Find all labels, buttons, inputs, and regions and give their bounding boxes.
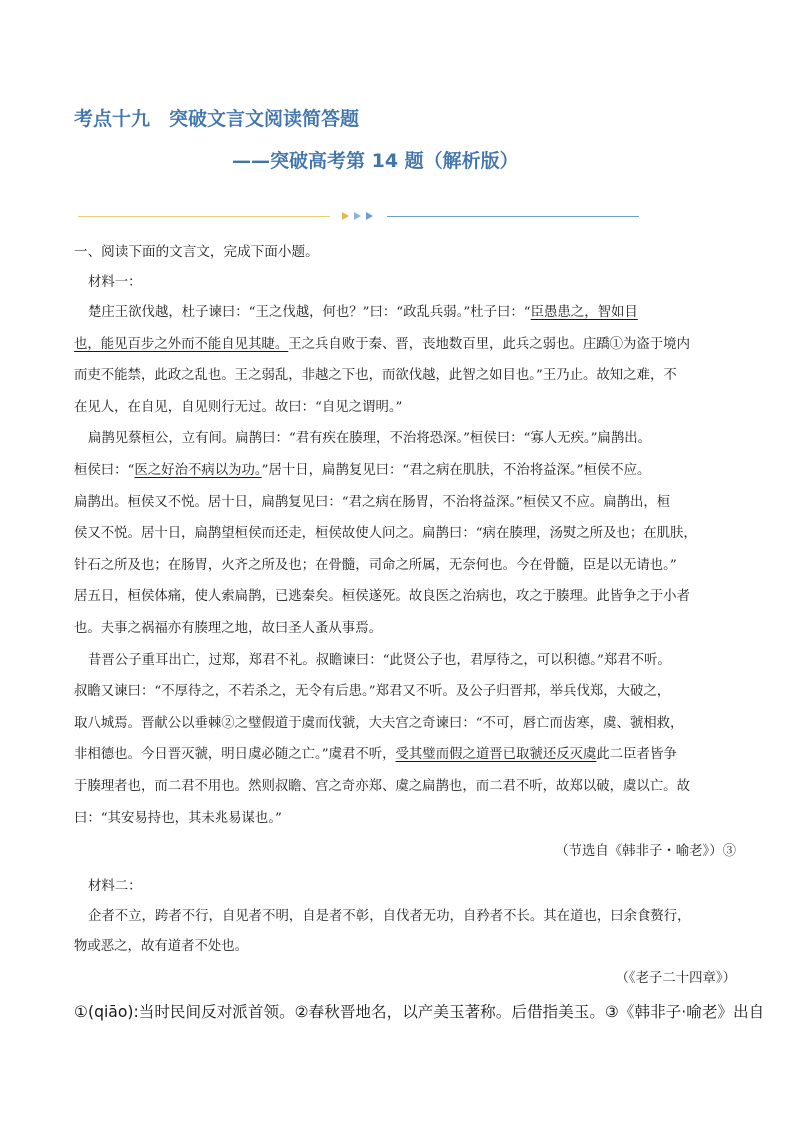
material-one-line xyxy=(88,652,671,670)
material-one-line xyxy=(74,778,690,796)
text-segment: 在见人，在自见，自见则行无过。故曰：“自见之谓明。” xyxy=(74,400,403,415)
text-segment: 而吏不能禁，此政之乱也。王之弱乱，非越之下也，而欲伐越，此智之如目也。”王乃止。故知之难，不 xyxy=(74,368,677,383)
page-subtitle: ——突破高考第 14 题（解析版） xyxy=(232,150,519,172)
material-one-line xyxy=(88,304,638,322)
material-two-line: 物或恶之，故有道者不处也。 xyxy=(74,939,249,954)
text-segment: 居五日，桓侯体痛，使人索扁鹊，已逃秦矣。桓侯遂死。故良医之治病也，攻之于腠理。此皆争之于小者 xyxy=(74,589,690,604)
text-segment: 针石之所及也；在肠胃，火齐之所及也；在骨髓，司命之所属，无奈何也。今在骨髓，臣是以无请也。” xyxy=(74,558,677,573)
text-segment: 曰：“其安易持也，其未兆易谋也。” xyxy=(74,811,282,826)
footnote: ①(qiāo):当时民间反对派首领。②春秋晋地名，以产美玉著称。后借指美玉。③《韩非子·喻老》出自 xyxy=(74,1003,765,1021)
material-one-line xyxy=(74,810,282,828)
text-segment: 扁鹊见蔡桓公，立有间。扁鹊曰：“君有疾在腠理，不治将恐深。”桓侯曰：“寡人无疾。”扁鹊出。 xyxy=(88,431,651,446)
material-one-line xyxy=(74,620,382,638)
divider-right xyxy=(387,216,639,217)
material-one-line xyxy=(74,336,690,354)
material-one-line xyxy=(74,683,670,701)
underlined-text: 医之好治不病以为功。 xyxy=(134,463,262,478)
text-segment: 取八城焉。晋献公以垂棘②之璧假道于虞而伐虢，大夫宫之奇谏曰：“不可，唇亡而齿寒，虞、虢相救， xyxy=(74,716,684,731)
material-one-line xyxy=(74,462,650,480)
material-two-line: 企者不立，跨者不行，自见者不明，自是者不彰，自伐者无功，自矜者不长。其在道也，曰余食赘行， xyxy=(88,909,691,924)
text-segment: 楚庄王欲伐越，杜子谏曰：“王之伐越，何也？”曰：“政乱兵弱。”杜子曰：“ xyxy=(88,305,531,320)
text-segment: 也。夫事之祸福亦有腠理之地，故曰圣人蚤从事焉。 xyxy=(74,621,382,636)
text-segment: 扁鹊出。桓侯又不悦。居十日，扁鹊复见曰：“君之病在肠胃，不治将益深。”桓侯又不应。扁鹊出，桓 xyxy=(74,495,671,510)
material-one-line xyxy=(74,588,690,606)
text-segment: 叔瞻又谏曰：“不厚待之，不若杀之，无令有后患。”郑君又不听。及公子归晋邦，举兵伐郑，大破之， xyxy=(74,684,671,699)
text-segment: 桓侯曰：“ xyxy=(74,463,135,478)
underlined-text: 也，能见百步之外而不能自见其睫。 xyxy=(74,337,289,352)
material-one-line xyxy=(74,715,683,733)
material-one-line xyxy=(74,746,677,764)
page-title: 考点十九 突破文言文阅读简答题 xyxy=(74,108,360,130)
material-one-line xyxy=(74,367,677,385)
text-segment: 于腠理者也，而二君不用也。然则叔瞻、宫之奇亦郑、虞之扁鹊也，而二君不听，故郑以破，虞以亡。故 xyxy=(74,779,690,794)
text-segment: ”居十日，扁鹊复见曰：“君之病在肌肤，不治将益深。”桓侯不应。 xyxy=(261,463,651,478)
material-one-line xyxy=(88,430,651,448)
text-segment: 昔晋公子重耳出亡，过郑，郑君不礼。叔瞻谏曰：“此贤公子也，君厚待之，可以积德。”郑君不听。 xyxy=(88,653,671,668)
material-one-line xyxy=(74,525,697,543)
text-segment: 非相德也。今日晋灭虢，明日虞必随之亡。”虞君不听， xyxy=(74,747,396,762)
triple-arrow-icon xyxy=(338,209,380,223)
material-one-line xyxy=(74,557,677,575)
material-one-label: 材料一： xyxy=(88,275,142,290)
material-one-source: （节选自《韩非子・喻老》）③ xyxy=(555,844,736,859)
underlined-text: 受其璧而假之道晋已取虢还反灭虞 xyxy=(395,747,597,762)
divider-left xyxy=(78,216,330,217)
material-two-source: （《老子二十四章》） xyxy=(615,971,736,986)
text-segment: 侯又不悦。居十日，扁鹊望桓侯而还走，桓侯故使人问之。扁鹊曰：“病在腠理，汤熨之所及也；在肌肤， xyxy=(74,526,697,541)
material-one-line xyxy=(74,399,402,417)
material-one-line xyxy=(74,494,670,512)
underlined-text: 臣愚患之，智如目 xyxy=(530,305,638,320)
question-prompt: 一、阅读下面的文言文，完成下面小题。 xyxy=(74,244,319,260)
text-segment: 王之兵自败于秦、晋，丧地数百里，此兵之弱也。庄蹻①为盗于境内 xyxy=(288,337,690,352)
text-segment: 此二臣者皆争 xyxy=(596,747,677,762)
material-two-label: 材料二： xyxy=(88,879,142,894)
